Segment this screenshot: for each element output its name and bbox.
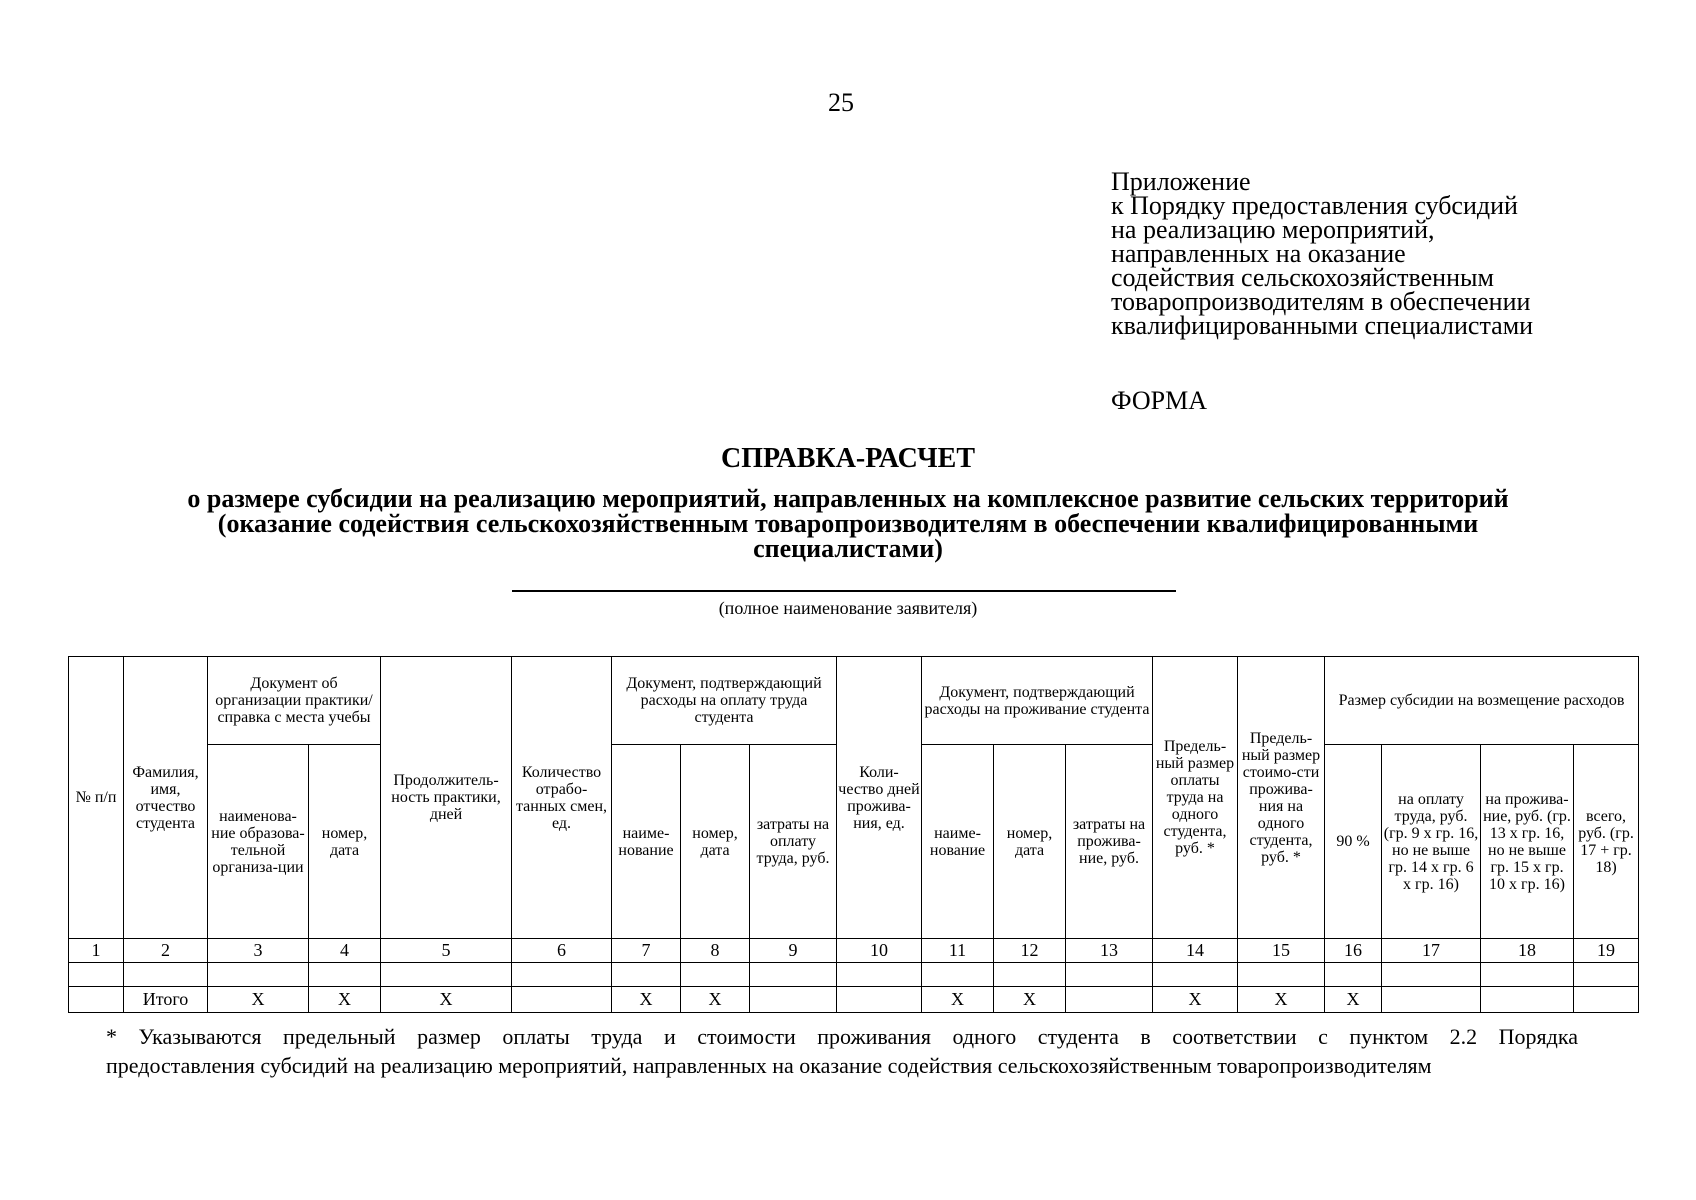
form-label: ФОРМА bbox=[1111, 386, 1207, 415]
table-cell bbox=[994, 963, 1066, 987]
table-cell bbox=[612, 963, 681, 987]
column-number: 4 bbox=[309, 939, 381, 963]
applicant-name-line bbox=[512, 590, 1176, 592]
table-cell bbox=[208, 963, 309, 987]
total-cell: X bbox=[381, 987, 512, 1013]
footnote-line-2: предоставления субсидий на реализацию мероприятий, направленных на оказание содействия сельскохозяйственным товаропроизводителям bbox=[106, 1053, 1432, 1078]
header-days-living: Коли-чество дней прожива-ния, ед. bbox=[837, 657, 922, 939]
subtitle-line: о размере субсидии на реализацию мероприятий, направленных на комплексное развитие сельских территорий bbox=[187, 484, 1509, 513]
subheader-pay-name: наиме-нование bbox=[612, 745, 681, 939]
appendix-block bbox=[1111, 167, 1534, 340]
total-cell bbox=[1481, 987, 1574, 1013]
appendix-line: направленных на оказание bbox=[1111, 239, 1406, 268]
header-shifts: Количество отрабо-танных смен, ед. bbox=[512, 657, 612, 939]
total-label: Итого bbox=[124, 987, 208, 1013]
total-cell: X bbox=[1153, 987, 1238, 1013]
page-number: 25 bbox=[828, 88, 854, 117]
header-max-living: Предель-ный размер стоимо-сти прожива-ния на одного студента, руб. * bbox=[1238, 657, 1325, 939]
appendix-line: квалифицированными специалистами bbox=[1111, 311, 1534, 340]
appendix-line: на реализацию мероприятий, bbox=[1111, 215, 1435, 244]
subheader-org-number: номер, дата bbox=[309, 745, 381, 939]
column-number: 15 bbox=[1238, 939, 1325, 963]
column-number: 6 bbox=[512, 939, 612, 963]
table-cell bbox=[837, 963, 922, 987]
table-cell bbox=[1325, 963, 1382, 987]
table-cell bbox=[512, 963, 612, 987]
total-row bbox=[69, 987, 1639, 1013]
header-doc-practice: Документ об организации практики/справка с места учебы bbox=[208, 657, 381, 745]
subheader-org-name: наименова-ние образова-тельной организа-ции bbox=[208, 745, 309, 939]
column-number: 19 bbox=[1574, 939, 1639, 963]
column-numbers-row bbox=[69, 939, 1639, 963]
table-cell bbox=[1066, 963, 1153, 987]
total-cell: X bbox=[1238, 987, 1325, 1013]
total-cell bbox=[1382, 987, 1481, 1013]
header-max-pay: Предель-ный размер оплаты труда на одного студента, руб. * bbox=[1153, 657, 1238, 939]
appendix-line: содействия сельскохозяйственным bbox=[1111, 263, 1494, 292]
total-cell bbox=[512, 987, 612, 1013]
column-number: 3 bbox=[208, 939, 309, 963]
column-number: 16 bbox=[1325, 939, 1382, 963]
applicant-caption: (полное наименование заявителя) bbox=[718, 598, 978, 618]
table-cell bbox=[1238, 963, 1325, 987]
table-cell bbox=[681, 963, 750, 987]
table-cell bbox=[381, 963, 512, 987]
column-number: 18 bbox=[1481, 939, 1574, 963]
total-cell bbox=[1574, 987, 1639, 1013]
table-cell bbox=[1574, 963, 1639, 987]
subheader-subsidy-pay: на оплату труда, руб. (гр. 9 х гр. 16, но не выше гр. 14 х гр. 6 х гр. 16) bbox=[1382, 745, 1481, 939]
header-doc-pay: Документ, подтверждающий расходы на оплату труда студента bbox=[612, 657, 837, 745]
column-number: 7 bbox=[612, 939, 681, 963]
column-number: 14 bbox=[1153, 939, 1238, 963]
header-number: № п/п bbox=[69, 657, 124, 939]
table-cell bbox=[309, 963, 381, 987]
column-number: 1 bbox=[69, 939, 124, 963]
total-cell bbox=[837, 987, 922, 1013]
table-row-empty bbox=[69, 963, 1639, 987]
total-cell: X bbox=[994, 987, 1066, 1013]
table-cell bbox=[1481, 963, 1574, 987]
subheader-pay-cost: затраты на оплату труда, руб. bbox=[750, 745, 837, 939]
header-doc-living: Документ, подтверждающий расходы на проживание студента bbox=[922, 657, 1153, 745]
total-cell: X bbox=[922, 987, 994, 1013]
total-cell bbox=[1066, 987, 1153, 1013]
column-number: 11 bbox=[922, 939, 994, 963]
subtitle-line: специалистами) bbox=[753, 534, 943, 563]
appendix-line: Приложение bbox=[1111, 167, 1251, 196]
subtitle-line: (оказание содействия сельскохозяйственным товаропроизводителям в обеспечении квалифицированными bbox=[217, 509, 1479, 538]
header-student-name: Фамилия, имя, отчество студента bbox=[124, 657, 208, 939]
subheader-subsidy-total: всего, руб. (гр. 17 + гр. 18) bbox=[1574, 745, 1639, 939]
total-cell: X bbox=[681, 987, 750, 1013]
subheader-subsidy-living: на прожива-ние, руб. (гр. 13 х гр. 16, но не выше гр. 15 х гр. 10 х гр. 16) bbox=[1481, 745, 1574, 939]
column-number: 5 bbox=[381, 939, 512, 963]
total-cell: X bbox=[208, 987, 309, 1013]
table-cell bbox=[124, 963, 208, 987]
column-number: 9 bbox=[750, 939, 837, 963]
total-cell: X bbox=[1325, 987, 1382, 1013]
header-practice-duration: Продолжитель-ность практики, дней bbox=[381, 657, 512, 939]
appendix-line: к Порядку предоставления субсидий bbox=[1111, 191, 1518, 220]
table-cell bbox=[1382, 963, 1481, 987]
table-cell bbox=[1153, 963, 1238, 987]
subheader-living-name: наиме-нование bbox=[922, 745, 994, 939]
column-number: 17 bbox=[1382, 939, 1481, 963]
subheader-living-cost: затраты на прожива-ние, руб. bbox=[1066, 745, 1153, 939]
total-cell: X bbox=[612, 987, 681, 1013]
table-cell bbox=[69, 963, 124, 987]
subheader-90-percent: 90 % bbox=[1325, 745, 1382, 939]
column-number: 8 bbox=[681, 939, 750, 963]
calculation-table bbox=[68, 656, 1639, 1013]
column-number: 2 bbox=[124, 939, 208, 963]
subheader-pay-number: номер, дата bbox=[681, 745, 750, 939]
appendix-line: товаропроизводителям в обеспечении bbox=[1111, 287, 1531, 316]
column-number: 12 bbox=[994, 939, 1066, 963]
column-number: 13 bbox=[1066, 939, 1153, 963]
calculation-table-wrapper bbox=[68, 656, 1638, 1013]
table-cell bbox=[922, 963, 994, 987]
column-number: 10 bbox=[837, 939, 922, 963]
total-cell bbox=[750, 987, 837, 1013]
header-subsidy: Размер субсидии на возмещение расходов bbox=[1325, 657, 1639, 745]
total-cell bbox=[69, 987, 124, 1013]
document-title: СПРАВКА-РАСЧЕТ bbox=[720, 443, 976, 474]
footnote-line-1: * Указываются предельный размер оплаты труда и стоимости проживания одного студента в соответствии с пунктом 2.2 Порядка bbox=[106, 1024, 1578, 1049]
subheader-living-number: номер, дата bbox=[994, 745, 1066, 939]
document-subtitle bbox=[100, 486, 1596, 561]
table-cell bbox=[750, 963, 837, 987]
total-cell: X bbox=[309, 987, 381, 1013]
